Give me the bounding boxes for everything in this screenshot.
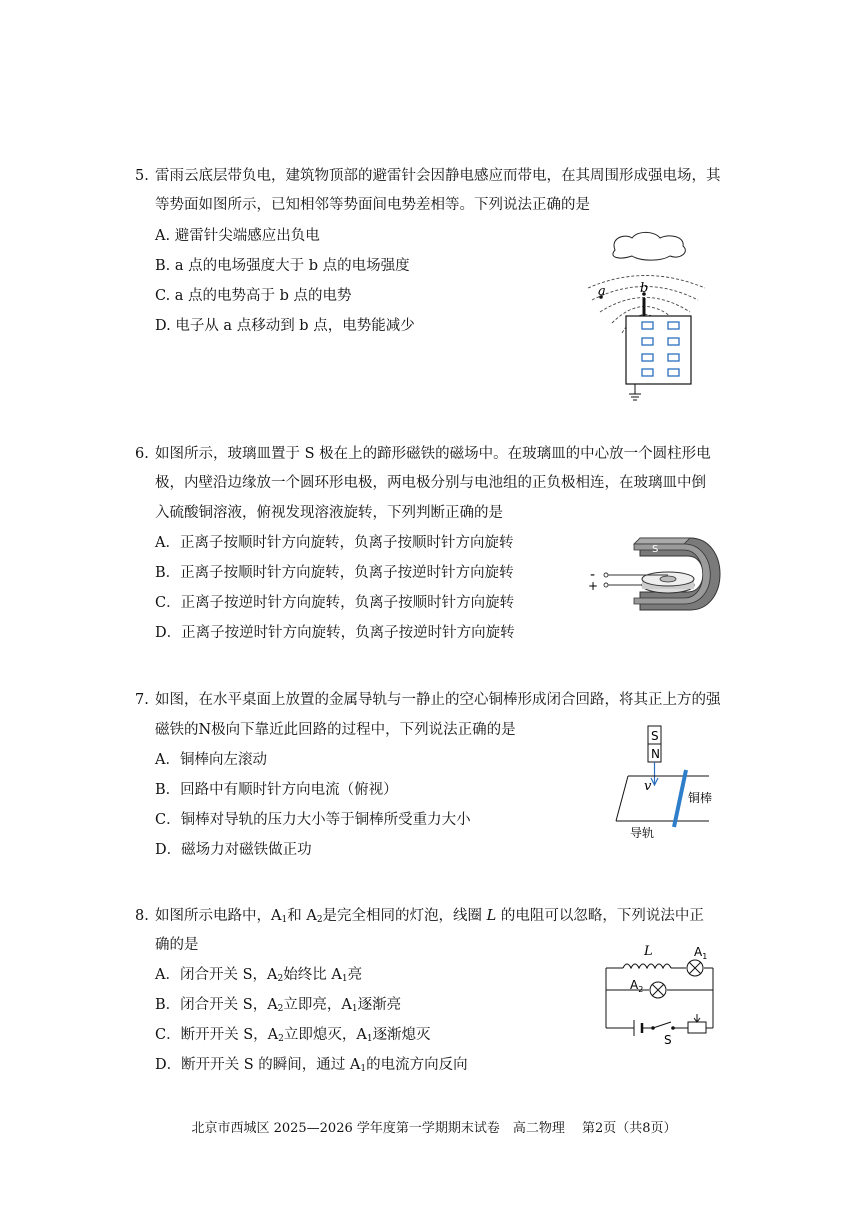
plus-terminal-label: + xyxy=(588,579,599,593)
battery xyxy=(634,1020,642,1036)
question-7-option-c: C．铜棒对导轨的压力大小等于铜棒所受重力大小 xyxy=(155,812,471,828)
question-8-option-b: B．闭合开关 S，$A_2$立即亮，$A_1$逐渐亮 xyxy=(155,997,402,1014)
inductor-coil xyxy=(623,964,671,968)
question-5-option-c: C. a 点的电势高于 b 点的电势 xyxy=(155,288,352,304)
lightning-rod-figure xyxy=(580,228,730,408)
question-6-option-c: C．正离子按逆时针方向旋转，负离子按顺时针方向旋转 xyxy=(155,595,515,611)
point-b-label: b xyxy=(640,281,649,296)
question-8-option-c: C．断开开关 S，$A_2$立即熄灭，$A_1$逐渐熄灭 xyxy=(155,1027,431,1044)
question-5-stem-line-2: 等势面如图所示，已知相邻等势面间电势差相等。下列说法正确的是 xyxy=(155,197,590,213)
building xyxy=(626,316,691,384)
question-6-option-a: A．正离子按顺时针方向旋转，负离子按顺时针方向旋转 xyxy=(155,535,514,551)
question-8-number: 8. xyxy=(135,908,149,924)
page-footer: 北京市西城区 2025—2026 学年度第一学期期末试卷 高二物理 第2页（共8页） xyxy=(191,1121,677,1136)
horseshoe-magnet-figure xyxy=(580,530,740,620)
inductor-label: L xyxy=(644,944,653,959)
switch-s-label: S xyxy=(664,1033,672,1047)
magnet-n-label: N xyxy=(651,747,660,761)
center-electrode xyxy=(660,576,676,582)
lamp-a1 xyxy=(687,960,703,976)
question-5-stem-line-1: 雷雨云底层带负电，建筑物顶部的避雷针会因静电感应而带电，在其周围形成强电场，其 xyxy=(155,168,721,184)
point-a-label: a xyxy=(598,284,606,299)
copper-rod xyxy=(674,770,686,827)
question-7-stem-line-2: 磁铁的N极向下靠近此回路的过程中，下列说法正确的是 xyxy=(155,722,516,738)
question-8-option-a: A．闭合开关 S，$A_2$始终比 $A_1$亮 xyxy=(155,967,363,984)
question-6-number: 6. xyxy=(135,446,149,462)
question-7-stem-line-1: 如图，在水平桌面上放置的金属导轨与一静止的空心铜棒形成闭合回路，将其正上方的强 xyxy=(155,692,721,708)
question-7-option-b: B．回路中有顺时针方向电流（俯视） xyxy=(155,782,398,798)
question-5-option-a: A. 避雷针尖端感应出负电 xyxy=(155,228,320,244)
question-7-number: 7. xyxy=(135,692,149,708)
switch-s xyxy=(652,1022,675,1029)
cloud-shape xyxy=(613,232,685,260)
question-6-stem-line-3: 入硫酸铜溶液，俯视发现溶液旋转，下列判断正确的是 xyxy=(155,505,503,521)
question-8-option-d: D．断开开关 S 的瞬间，通过 $A_1$的电流方向反向 xyxy=(155,1057,468,1074)
circuit-figure xyxy=(598,938,728,1048)
question-8-stem-line-2: 确的是 xyxy=(155,937,199,953)
question-6-option-d: D．正离子按逆时针方向旋转，负离子按逆时针方向旋转 xyxy=(155,625,515,641)
copper-rod-label: 铜棒 xyxy=(688,791,713,805)
lamp-a2-label: $A_2$ xyxy=(630,978,644,994)
question-5-option-d: D. 电子从 a 点移动到 b 点，电势能减少 xyxy=(155,318,415,334)
lamp-a2 xyxy=(650,982,666,998)
magnet-s-label: S xyxy=(652,544,659,555)
question-5-option-b: B. a 点的电场强度大于 b 点的电场强度 xyxy=(155,258,410,274)
question-7-option-a: A．铜棒向左滚动 xyxy=(155,752,267,768)
magnet-s-label: S xyxy=(651,729,659,743)
resistor xyxy=(688,1022,706,1033)
minus-terminal-label: - xyxy=(590,567,596,583)
velocity-label: v xyxy=(644,779,652,794)
question-6-stem-line-1: 如图所示，玻璃皿置于 S 极在上的蹄形磁铁的磁场中。在玻璃皿的中心放一个圆柱形电 xyxy=(155,446,711,462)
rail-label: 导轨 xyxy=(630,826,655,840)
copper-rod-figure xyxy=(610,720,730,845)
question-6-stem-line-2: 极，内壁沿边缘放一个圆环形电极，两电极分别与电池组的正负极相连，在玻璃皿中倒 xyxy=(155,475,706,491)
question-8-stem-line-1: 如图所示电路中，$A_1$和 $A_2$是完全相同的灯泡，线圈 L 的电阻可以忽略，下列说法中正 xyxy=(155,908,704,925)
ground-symbol xyxy=(629,384,641,400)
question-6-option-b: B．正离子按顺时针方向旋转，负离子按逆时针方向旋转 xyxy=(155,565,514,581)
question-7-option-d: D．磁场力对磁铁做正功 xyxy=(155,842,312,858)
question-5-number: 5. xyxy=(135,168,149,184)
lamp-a1-label: $A_1$ xyxy=(694,945,708,961)
